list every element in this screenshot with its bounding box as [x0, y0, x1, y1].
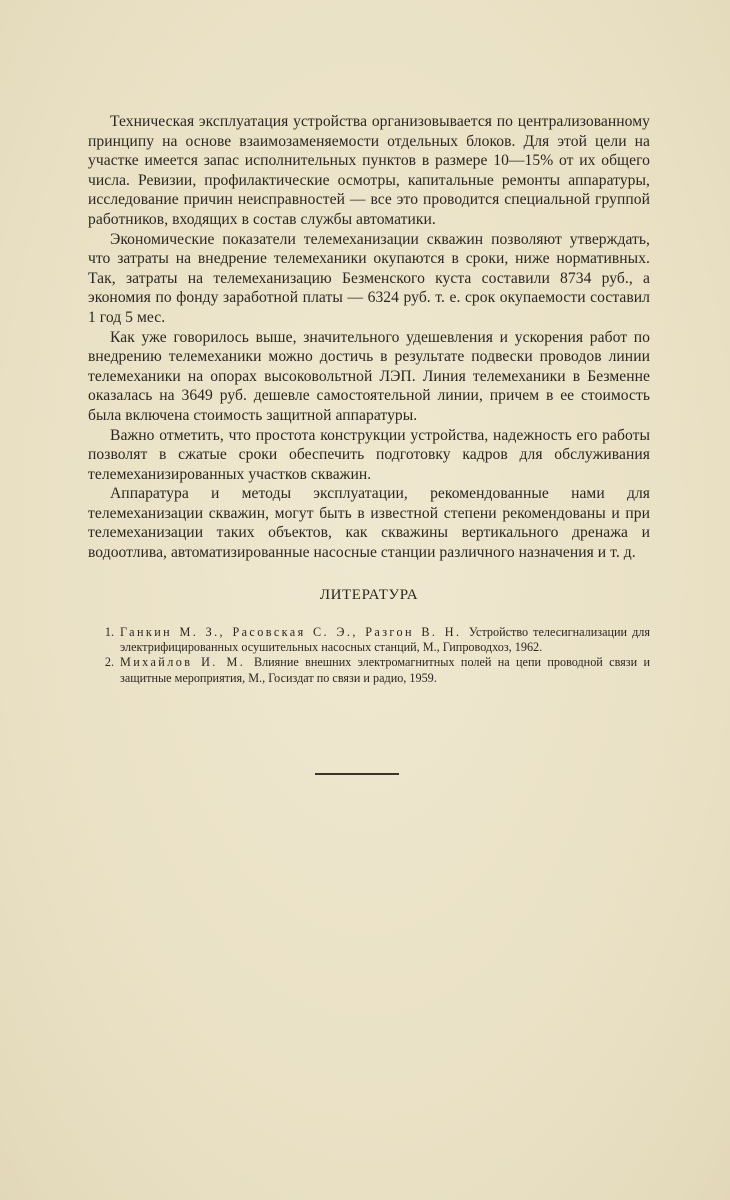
- paragraph-maintenance: Техническая эксплуатация устройства организовывается по централизованному принципу на основе взаимозаменяемости отдельных блоков. Для этой цели на участке имеется запас исполнительных пунктов в размере 10—15% от их общего числа. Ревизии, профилактические осмотры, капитальные ремонты аппаратуры, исследование причин неисправностей — все это проводится специальной группой работников, входящих в состав службы автоматики.: [88, 113, 650, 228]
- body-text: [88, 112, 650, 563]
- reference-number: 1.: [104, 624, 114, 639]
- literature-heading: ЛИТЕРАТУРА: [319, 586, 419, 603]
- page-content: [88, 112, 650, 686]
- reference-authors: Ганкин М. З., Расовская С. Э., Разгон В. Н.: [120, 624, 469, 639]
- paragraph-cost-reduction: Как уже говорилось выше, значительного удешевления и ускорения работ по внедрению телемеханики можно достичь в результате подвески проводов линии телемеханики на опорах высоковольтной ЛЭП. Линия телемеханики в Безменне оказалась на 3649 руб. дешевле самостоятельной линии, причем в ее стоимость была включена стоимость защитной аппаратуры.: [88, 328, 650, 424]
- reference-number: 2.: [104, 655, 114, 670]
- reference-authors: Михайлов И. М.: [120, 655, 254, 670]
- paragraph-recommendation: Аппаратура и методы эксплуатации, рекомендованные нами для телемеханизации скважин, могут быть в известной степени рекомендованы и при телемеханизации таких объектов, как скважины вертикального дренажа и водоотлива, автоматизированные насосные станции различного назначения и т. д.: [88, 485, 650, 562]
- reference-item: [88, 625, 650, 656]
- reference-item: [88, 655, 650, 686]
- paragraph-simplicity: Важно отметить, что простота конструкции устройства, надежность его работы позволят в сжатые сроки обеспечить подготовку кадров для обслуживания телемеханизированных участков скважин.: [88, 426, 650, 483]
- reference-list: [88, 625, 650, 687]
- reference-text: Устройство телесигнализации для электрифицированных осушительных насосных станций, М., Гипроводхоз, 1962.: [120, 624, 650, 655]
- reference-text: Влияние внешних электромагнитных полей на цепи проводной связи и защитные мероприятия, М., Госиздат по связи и радио, 1959.: [120, 655, 650, 685]
- paragraph-economics: Экономические показатели телемеханизации скважин позволяют утверждать, что затраты на внедрение телемеханики окупаются в сроки, ниже нормативных. Так, затраты на телемеханизацию Безменского куста составили 8734 руб., а экономия по фонду заработной платы — 6324 руб. т. е. срок окупаемости составил 1 год 5 мес.: [88, 230, 650, 326]
- end-divider: [315, 773, 399, 775]
